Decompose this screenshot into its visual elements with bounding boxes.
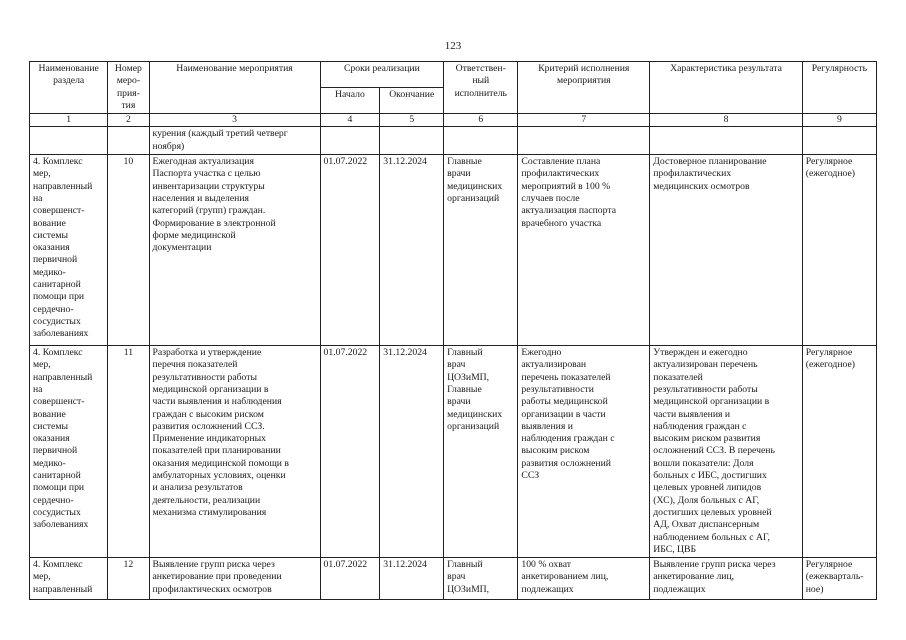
- section-cell: 4. Комплекс мер, направленный на совершенст- вование системы оказания первичной медико- санитарной помощи при сердечно- сосудистых заболеваниях: [30, 346, 108, 558]
- header-terms: Сроки реализации: [320, 62, 444, 88]
- criterion-cell: Ежегодно актуализирован перечень показателей результативности работы медицинской организации в части выявления и наблюдения граждан с высоким риском развития осложнений ССЗ: [518, 346, 650, 558]
- section-cell: [30, 127, 108, 155]
- end-cell: 31.12.2024: [380, 346, 444, 558]
- activity-cell: Выявление групп риска через анкетирование при проведении профилактических осмотров: [149, 558, 320, 600]
- end-cell: 31.12.2024: [380, 155, 444, 346]
- column-numbers-row: [30, 114, 877, 127]
- section-cell: 4. Комплекс мер, направленный: [30, 558, 108, 600]
- table-row: [30, 346, 877, 558]
- end-cell: 31.12.2024: [380, 558, 444, 600]
- start-cell: 01.07.2022: [320, 346, 380, 558]
- result-cell: Достоверное планирование профилактических медицинских осмотров: [650, 155, 803, 346]
- column-number: 5: [380, 114, 444, 127]
- responsible-cell: Главные врачи медицинских организаций: [444, 155, 518, 346]
- criterion-cell: 100 % охват анкетированием лиц, подлежащих: [518, 558, 650, 600]
- result-cell: [650, 127, 803, 155]
- header-result: Характеристика результата: [650, 62, 803, 114]
- activity-cell: курения (каждый третий четверг ноября): [149, 127, 320, 155]
- header-row: [30, 62, 877, 88]
- section-cell: 4. Комплекс мер, направленный на совершенст- вование системы оказания первичной медико- санитарной помощи при сердечно- сосудистых заболеваниях: [30, 155, 108, 346]
- start-cell: [320, 127, 380, 155]
- header-end: Окончание: [380, 88, 444, 114]
- responsible-cell: Главный врач ЦОЗиМП,: [444, 558, 518, 600]
- column-number: 6: [444, 114, 518, 127]
- criterion-cell: Составление плана профилактических мероприятий в 100 % случаев после актуализация паспорта врачебного участка: [518, 155, 650, 346]
- criterion-cell: [518, 127, 650, 155]
- number-cell: 11: [108, 346, 149, 558]
- number-cell: 12: [108, 558, 149, 600]
- column-number: 8: [650, 114, 803, 127]
- start-cell: 01.07.2022: [320, 155, 380, 346]
- number-cell: [108, 127, 149, 155]
- table-row: [30, 155, 877, 346]
- regularity-cell: Регулярное (ежегодное): [802, 155, 876, 346]
- header-activity: Наименование мероприятия: [149, 62, 320, 114]
- end-cell: [380, 127, 444, 155]
- number-cell: 10: [108, 155, 149, 346]
- column-number: 2: [108, 114, 149, 127]
- column-number: 1: [30, 114, 108, 127]
- column-number: 7: [518, 114, 650, 127]
- header-number: Номер меро- прия- тия: [108, 62, 149, 114]
- responsible-cell: Главный врач ЦОЗиМП, Главные врачи медицинских организаций: [444, 346, 518, 558]
- column-number: 3: [149, 114, 320, 127]
- header-regularity: Регулярность: [802, 62, 876, 114]
- responsible-cell: [444, 127, 518, 155]
- header-responsible: Ответствен- ный исполнитель: [444, 62, 518, 114]
- header-start: Начало: [320, 88, 380, 114]
- table-row: [30, 127, 877, 155]
- regularity-cell: Регулярное (ежекварталь- ное): [802, 558, 876, 600]
- header-criterion: Критерий исполнения мероприятия: [518, 62, 650, 114]
- activity-cell: Разработка и утверждение перечня показателей результативности работы медицинской организации в части выявления и наблюдения граждан с высоким риском развития осложнений ССЗ. Применение индикаторных показателей при планировании оказания медицинской помощи в амбулаторных условиях, оценки и анализа результатов деятельности, реализации механизма стимулирования: [149, 346, 320, 558]
- column-number: 4: [320, 114, 380, 127]
- activity-cell: Ежегодная актуализация Паспорта участка с целью инвентаризации структуры населения и выделения категорий (групп) граждан. Формирование в электронной форме медицинской документации: [149, 155, 320, 346]
- regularity-cell: Регулярное (ежегодное): [802, 346, 876, 558]
- header-section: Наименование раздела: [30, 62, 108, 114]
- column-number: 9: [802, 114, 876, 127]
- regularity-cell: [802, 127, 876, 155]
- result-cell: Утвержден и ежегодно актуализирован перечень показателей результативности работы медицинской организации в части выявления и наблюдения граждан с высоким риском развития осложнений ССЗ. В перечень вошли показатели: Доля больных с ИБС, достигших целевых уровней липидов (ХС), Доля больных с АГ, достигших целевых уровней АД, Охват диспансерным наблюдением больных с АГ, ИБС, ЦВБ: [650, 346, 803, 558]
- activities-table: [29, 61, 877, 600]
- page-number: 123: [444, 40, 462, 52]
- start-cell: 01.07.2022: [320, 558, 380, 600]
- table-row: [30, 558, 877, 600]
- result-cell: Выявление групп риска через анкетирование лиц, подлежащих: [650, 558, 803, 600]
